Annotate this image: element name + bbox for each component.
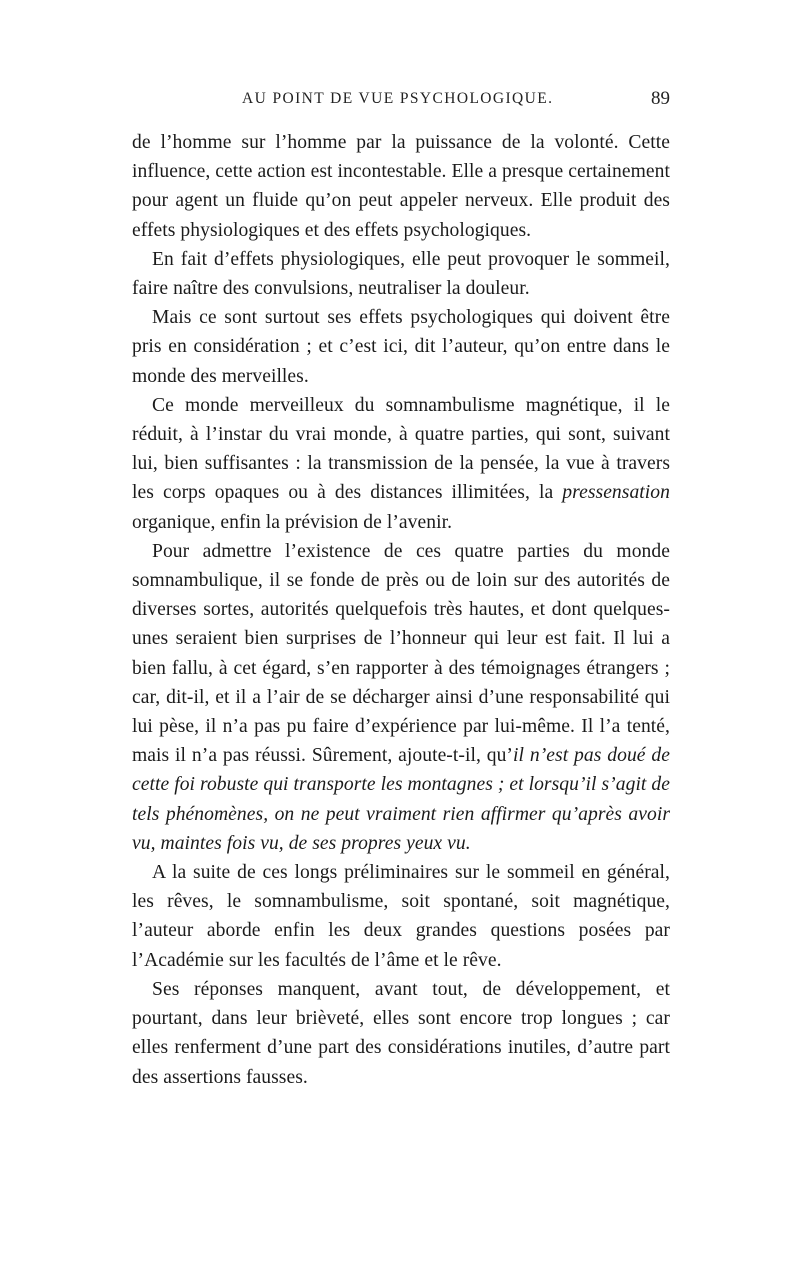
- paragraph-6: [132, 858, 670, 975]
- paragraph-5: [132, 537, 670, 858]
- paragraph-1-text: de l’homme sur l’homme par la puissance de la volonté. Cette influence, cette action est incontestable. Elle a presque certainement pour agent un fluide qu’on peut appeler nerveux. Elle produit des effets physiologiques et des effets psychologiques.: [132, 132, 670, 241]
- body-text: [132, 128, 670, 1092]
- paragraph-2-text: En fait d’effets physiologiques, elle peut provoquer le sommeil, faire naître des convulsions, neutraliser la douleur.: [132, 248, 670, 300]
- running-title: AU POINT DE VUE PSYCHOLOGIQUE.: [242, 90, 554, 107]
- paragraph-2: [132, 245, 670, 303]
- paragraph-7-text: Ses réponses manquent, avant tout, de développement, et pourtant, dans leur brièveté, elles sont encore trop longues ; car elles renferment d’une part des considérations inutiles, d’autre part des assertions fausses.: [132, 978, 670, 1088]
- paragraph-1: [132, 128, 670, 245]
- paragraph-5-text-before: Pour admettre l’existence de ces quatre parties du monde somnambulique, il se fonde de près ou de loin sur des autorités de diverses sortes, autorités quelquefois très hautes, et dont quelques-unes seraient bien surprises de l’honneur qui leur est fait. Il lui a bien fallu, à cet égard, s’en rapporter à des témoignages étrangers ; car, dit-il, et il a l’air de se décharger ainsi d’une responsabilité qui lui pèse, il n’a pas pu faire d’expérience par lui-même. Il l’a tenté, mais il n’a pas réussi. Sûrement, ajoute-t-il, qu’: [132, 540, 670, 767]
- paragraph-4: [132, 391, 670, 537]
- paragraph-4-italic-term: pressensation: [562, 482, 670, 504]
- paragraph-4-text-before: Ce monde merveilleux du somnambulisme magnétique, il le réduit, à l’instar du vrai monde, à quatre parties, qui sont, suivant lui, bien suffisantes : la transmission de la pensée, la vue à travers les corps opaques ou à des distances illimitées, la: [132, 394, 670, 504]
- paragraph-3: [132, 303, 670, 391]
- paragraph-7: [132, 975, 670, 1092]
- running-head: [132, 88, 670, 116]
- paragraph-5-italic-quote: il n’est pas doué de cette foi robuste qui transporte les montagnes ; et lorsqu’il s’agit de tels phénomènes, on ne peut vraiment rien affirmer qu’après avoir vu, maintes fois vu, de ses propres yeux vu.: [132, 745, 670, 854]
- page-number: 89: [651, 88, 670, 109]
- paragraph-4-text-after: organique, enfin la prévision de l’avenir.: [132, 511, 453, 533]
- paragraph-6-text: A la suite de ces longs préliminaires sur le sommeil en général, les rêves, le somnambulisme, soit spontané, soit magnétique, l’auteur aborde enfin les deux grandes questions posées par l’Académie sur les facultés de l’âme et le rêve.: [132, 862, 670, 971]
- book-page: [132, 88, 670, 1092]
- paragraph-3-text: Mais ce sont surtout ses effets psychologiques qui doivent être pris en considération ; et c’est ici, dit l’auteur, qu’on entre dans le monde des merveilles.: [132, 307, 670, 387]
